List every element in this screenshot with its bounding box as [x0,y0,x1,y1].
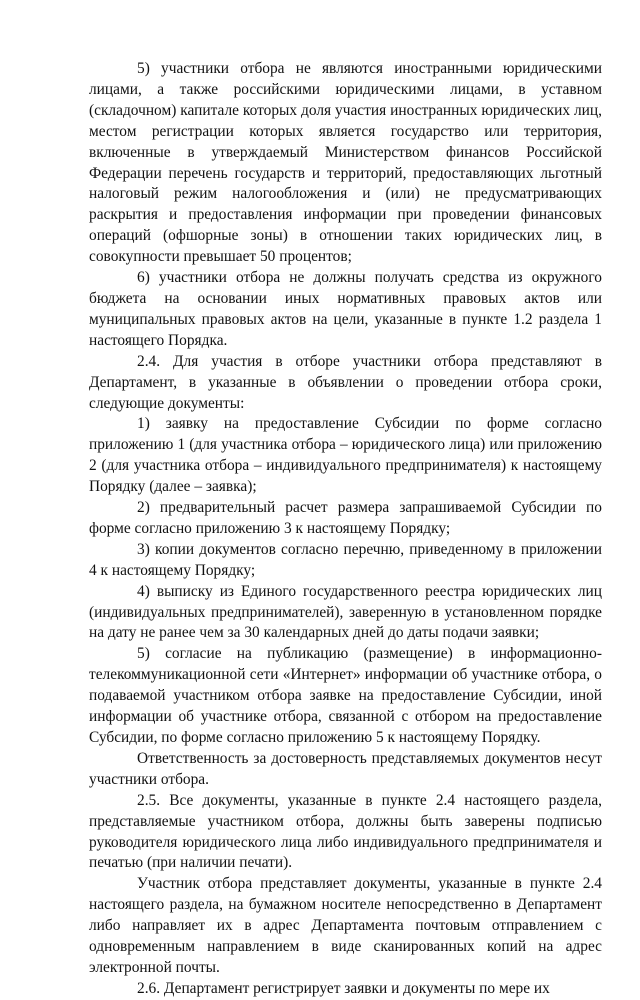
paragraph-submission-method: Участник отбора представляет документы, указанные в пункте 2.4 настоящего раздела, на бумажном носителе непосредственно в Департамент либо направляет их в адрес Департамента почтовым отправлением с одновременным направлением в виде сканированных копий на адрес электронной почты. [89,875,602,976]
document-page [89,59,602,1000]
paragraph-doc-3-copies: 3) копии документов согласно перечню, приведенному в приложении 4 к настоящему Порядку; [89,540,602,579]
paragraph-doc-5-consent: 5) согласие на публикацию (размещение) в информационно-телекоммуникационной сети «Интернет» информации об участнике отбора, о подаваемой участником отбора заявке на предоставление Субсидии, иной информации об участнике отбора, связанной с отбором на предоставление Субсидии, по форме согласно приложению 5 к настоящему Порядку. [89,645,602,746]
paragraph-2-5-certification: 2.5. Все документы, указанные в пункте 2.4 настоящего раздела, представляемые участником отбора, должны быть заверены подписью руководителя юридического лица либо индивидуального предпринимателя и печатью (при наличии печати). [89,791,602,872]
paragraph-item-6-budget-funds: 6) участники отбора не должны получать средства из окружного бюджета на основании иных нормативных правовых актов или муниципальных правовых актов на цели, указанные в пункте 1.2 раздела 1 настоящего Порядка. [89,269,602,349]
paragraph-doc-4-registry-extract: 4) выписку из Единого государственного реестра юридических лиц (индивидуальных предпринимателей), заверенную в установленном порядке на дату не ранее чем за 30 календарных дней до даты подачи заявки; [89,582,602,642]
paragraph-2-4-documents: 2.4. Для участия в отборе участники отбора представляют в Департамент, в указанные в объявлении о проведении отбора сроки, следующие документы: [89,352,602,412]
paragraph-doc-2-calculation: 2) предварительный расчет размера запрашиваемой Субсидии по форме согласно приложению 3 к настоящему Порядку; [89,499,602,537]
paragraph-item-5-offshore: 5) участники отбора не являются иностранными юридическими лицами, а также российскими юридическими лицами, в уставном (складочном) капитале которых доля участия иностранных юридических лиц, местом регистрации которых является государство или территория, включенные в утверждаемый Министерством финансов Российской Федерации перечень государств и территорий, предоставляющих льготный налоговый режим налогообложения и (или) не предусматривающих раскрытия и предоставления информации при проведении финансовых операций (офшорные зоны) в отношении таких юридических лиц, в совокупности превышает 50 процентов; [89,60,602,266]
paragraph-responsibility: Ответственность за достоверность представляемых документов несут участники отбора. [89,749,602,788]
paragraph-2-6-registration: 2.6. Департамент регистрирует заявки и документы по мере их [137,979,550,997]
paragraph-doc-1-application: 1) заявку на предоставление Субсидии по форме согласно приложению 1 (для участника отбора – юридического лица) или приложению 2 (для участника отбора – индивидуального предпринимателя) к настоящему Порядку (далее – заявка); [89,415,602,496]
